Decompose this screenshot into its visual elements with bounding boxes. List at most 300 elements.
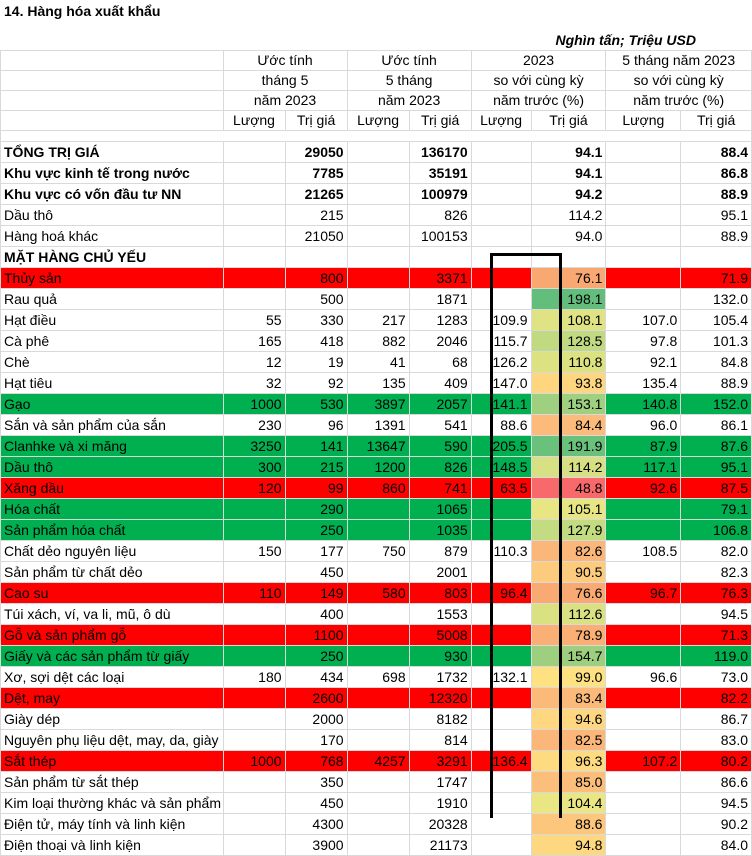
table-cell: 82.6 [531,541,606,562]
table-cell: 79.1 [681,499,752,520]
table-cell: 879 [409,541,471,562]
table-cell: 5008 [409,625,471,646]
table-cell: 180 [223,667,285,688]
table-cell: 152.0 [681,394,752,415]
empty-cell [471,247,531,268]
subheader-value: Trị giá [285,111,347,131]
table-row [1,289,752,310]
subheader-value: Trị giá [409,111,471,131]
table-row [1,541,752,562]
header-group2-line2: 5 tháng [347,71,471,91]
table-cell [606,184,681,205]
table-cell [606,520,681,541]
table-cell [347,226,409,247]
table-cell: 104.4 [531,793,606,814]
table-cell: 88.9 [681,373,752,394]
table-cell: 930 [409,646,471,667]
table-cell: 1553 [409,604,471,625]
table-cell: 768 [285,751,347,772]
subheader-value: Trị giá [681,111,752,131]
header-group4-line2: so với cùng kỳ [606,71,752,91]
table-cell: 450 [285,793,347,814]
table-cell: 215 [285,457,347,478]
table-cell: 105.1 [531,499,606,520]
table-cell [471,625,531,646]
table-cell: 110.3 [471,541,531,562]
table-cell: 94.1 [531,163,606,184]
table-cell [223,793,285,814]
table-cell: 95.1 [681,457,752,478]
header-row-3 [1,91,752,111]
table-cell [347,142,409,163]
table-cell [347,730,409,751]
table-cell [606,163,681,184]
table-cell: 21265 [285,184,347,205]
table-cell: 1200 [347,457,409,478]
table-cell [223,625,285,646]
table-cell: 132.1 [471,667,531,688]
table-cell: 120 [223,478,285,499]
table-cell [347,625,409,646]
table-row [1,478,752,499]
table-row [1,646,752,667]
row-name: Xăng dầu [1,478,224,499]
table-cell [471,730,531,751]
table-cell: 127.9 [531,520,606,541]
table-cell: 450 [285,562,347,583]
table-cell: 177 [285,541,347,562]
table-row [1,415,752,436]
table-cell: 135 [347,373,409,394]
table-cell: 580 [347,583,409,604]
table-cell: 92.1 [606,352,681,373]
table-cell: 93.8 [531,373,606,394]
table-cell: 230 [223,415,285,436]
table-row [1,835,752,856]
table-cell: 250 [285,646,347,667]
table-cell [471,499,531,520]
header-group4-line1: 5 tháng năm 2023 [606,51,752,71]
table-cell: 7785 [285,163,347,184]
table-cell [223,268,285,289]
table-cell: 126.2 [471,352,531,373]
table-cell: 95.1 [681,205,752,226]
table-cell [606,835,681,856]
table-cell: 409 [409,373,471,394]
table-row [1,520,752,541]
table-cell: 90.2 [681,814,752,835]
empty-cell [285,247,347,268]
table-cell: 96.4 [471,583,531,604]
table-cell: 1065 [409,499,471,520]
table-cell [471,184,531,205]
table-cell [471,772,531,793]
table-cell [347,835,409,856]
empty-cell [606,247,681,268]
header-group3-line3: năm trước (%) [471,91,606,111]
table-cell: 96 [285,415,347,436]
table-cell: 109.9 [471,310,531,331]
table-cell: 19 [285,352,347,373]
table-cell: 149 [285,583,347,604]
table-cell: 3291 [409,751,471,772]
table-cell: 541 [409,415,471,436]
header-row-2 [1,71,752,91]
table-cell: 500 [285,289,347,310]
table-cell: 2001 [409,562,471,583]
table-cell [223,562,285,583]
table-cell: 94.2 [531,184,606,205]
table-cell: 1391 [347,415,409,436]
table-cell [606,604,681,625]
table-cell: 117.1 [606,457,681,478]
table-row [1,814,752,835]
table-cell [223,226,285,247]
table-cell [471,562,531,583]
table-cell: 434 [285,667,347,688]
table-cell: 140.8 [606,394,681,415]
table-cell: 96.3 [531,751,606,772]
table-cell: 814 [409,730,471,751]
table-cell [347,814,409,835]
table-cell: 94.5 [681,793,752,814]
table-cell: 132.0 [681,289,752,310]
table-cell [606,499,681,520]
table-cell: 115.7 [471,331,531,352]
table-cell: 1871 [409,289,471,310]
table-cell: 741 [409,478,471,499]
header-group1-line3: năm 2023 [223,91,347,111]
row-name: Nguyên phụ liệu dệt, may, da, giày [1,730,224,751]
spacer-row [1,131,752,142]
table-cell: 41 [347,352,409,373]
header-row-1 [1,51,752,71]
table-cell: 150 [223,541,285,562]
table-cell [606,730,681,751]
table-cell [471,520,531,541]
table-cell: 4300 [285,814,347,835]
table-cell: 88.9 [681,184,752,205]
table-cell: 68 [409,352,471,373]
table-cell: 1910 [409,793,471,814]
table-cell: 400 [285,604,347,625]
table-cell: 82.2 [681,688,752,709]
table-cell: 418 [285,331,347,352]
row-name: Chè [1,352,224,373]
table-cell [471,688,531,709]
table-cell: 3250 [223,436,285,457]
table-cell: 128.5 [531,331,606,352]
table-cell: 86.6 [681,772,752,793]
row-name: Dệt, may [1,688,224,709]
row-name: Chất dẻo nguyên liệu [1,541,224,562]
table-cell: 165 [223,331,285,352]
table-cell: 110.8 [531,352,606,373]
row-name: Giày dép [1,709,224,730]
table-cell: 88.6 [531,814,606,835]
table-cell: 108.5 [606,541,681,562]
header-group2-line1: Ước tính [347,51,471,71]
table-cell [347,688,409,709]
table-cell: 88.6 [471,415,531,436]
table-cell: 108.1 [531,310,606,331]
table-cell [223,142,285,163]
row-name: Hạt điều [1,310,224,331]
table-cell: 12320 [409,688,471,709]
table-cell [347,562,409,583]
table-cell [471,268,531,289]
table-cell [223,184,285,205]
table-cell: 2000 [285,709,347,730]
row-name: Rau quả [1,289,224,310]
row-name: Túi xách, ví, va li, mũ, ô dù [1,604,224,625]
table-cell: 21050 [285,226,347,247]
table-cell [347,499,409,520]
row-name: Gỗ và sản phẩm gỗ [1,625,224,646]
table-cell: 86.7 [681,709,752,730]
table-row [1,331,752,352]
table-cell: 76.6 [531,583,606,604]
table-cell [606,709,681,730]
table-cell: 107.0 [606,310,681,331]
header-group3-line1: 2023 [471,51,606,71]
table-cell [606,562,681,583]
table-cell: 154.7 [531,646,606,667]
table-cell [347,163,409,184]
export-goods-table [0,50,752,856]
table-cell: 191.9 [531,436,606,457]
table-cell: 2600 [285,688,347,709]
table-cell: 1100 [285,625,347,646]
table-cell: 90.5 [531,562,606,583]
table-cell [471,226,531,247]
table-cell [223,163,285,184]
table-cell: 114.2 [531,457,606,478]
table-row [1,562,752,583]
table-cell: 110 [223,583,285,604]
table-cell [223,646,285,667]
table-cell: 136.4 [471,751,531,772]
table-cell [347,709,409,730]
table-cell: 860 [347,478,409,499]
header-group1-line1: Ước tính [223,51,347,71]
table-cell: 590 [409,436,471,457]
table-cell: 1000 [223,751,285,772]
header-group3-line2: so với cùng kỳ [471,71,606,91]
table-cell [223,289,285,310]
table-cell: 170 [285,730,347,751]
row-name: Clanhke và xi măng [1,436,224,457]
table-cell: 84.4 [531,415,606,436]
table-row [1,499,752,520]
table-cell [471,646,531,667]
table-cell: 82.0 [681,541,752,562]
table-cell: 107.2 [606,751,681,772]
section-label: MẶT HÀNG CHỦ YẾU [1,247,224,268]
table-cell [606,268,681,289]
table-row [1,226,752,247]
empty-cell [223,247,285,268]
table-row [1,604,752,625]
table-cell [471,814,531,835]
table-cell [347,205,409,226]
row-name: Cao su [1,583,224,604]
table-cell: 250 [285,520,347,541]
table-cell: 63.5 [471,478,531,499]
table-cell [606,793,681,814]
table-cell: 105.4 [681,310,752,331]
table-row [1,142,752,163]
table-cell: 3897 [347,394,409,415]
table-cell: 94.0 [531,226,606,247]
table-cell: 21173 [409,835,471,856]
subheader-qty: Lượng [471,111,531,131]
table-cell [223,730,285,751]
table-cell: 826 [409,457,471,478]
table-cell [347,604,409,625]
table-cell: 87.6 [681,436,752,457]
table-cell: 87.5 [681,478,752,499]
table-cell [223,604,285,625]
table-cell: 94.8 [531,835,606,856]
header-group1-line2: tháng 5 [223,71,347,91]
table-cell [471,793,531,814]
table-cell: 76.3 [681,583,752,604]
table-cell: 32 [223,373,285,394]
header-group2-line3: năm 2023 [347,91,471,111]
table-cell: 205.5 [471,436,531,457]
table-cell: 141.1 [471,394,531,415]
table-row [1,268,752,289]
header-row-sub [1,111,752,131]
table-cell: 13647 [347,436,409,457]
row-name: Sản phẩm hóa chất [1,520,224,541]
table-cell: 96.7 [606,583,681,604]
table-cell: 1000 [223,394,285,415]
table-cell: 29050 [285,142,347,163]
subheader-qty: Lượng [347,111,409,131]
table-cell: 800 [285,268,347,289]
row-name: Dầu thô [1,205,224,226]
table-cell [606,226,681,247]
table-cell: 86.8 [681,163,752,184]
table-row [1,772,752,793]
table-cell: 350 [285,772,347,793]
table-row [1,457,752,478]
subheader-value: Trị giá [531,111,606,131]
table-cell [223,772,285,793]
table-cell: 78.9 [531,625,606,646]
table-cell: 217 [347,310,409,331]
table-row [1,751,752,772]
table-cell [471,604,531,625]
table-cell: 96.0 [606,415,681,436]
table-cell [606,646,681,667]
section-row [1,247,752,268]
table-cell: 88.9 [681,226,752,247]
table-cell: 86.1 [681,415,752,436]
table-row [1,394,752,415]
table-cell [606,688,681,709]
table-cell: 106.8 [681,520,752,541]
header-group4-line3: năm trước (%) [606,91,752,111]
table-cell: 882 [347,331,409,352]
table-row [1,352,752,373]
table-cell: 803 [409,583,471,604]
table-row [1,436,752,457]
table-cell: 84.8 [681,352,752,373]
table-cell: 114.2 [531,205,606,226]
table-cell: 750 [347,541,409,562]
table-cell: 96.6 [606,667,681,688]
table-cell: 35191 [409,163,471,184]
table-cell: 82.5 [531,730,606,751]
unit-label: Nghìn tấn; Triệu USD [555,32,696,48]
table-cell [223,499,285,520]
table-cell: 290 [285,499,347,520]
table-row [1,709,752,730]
table-cell: 83.0 [681,730,752,751]
table-cell: 119.0 [681,646,752,667]
table-cell: 141 [285,436,347,457]
table-row [1,373,752,394]
table-cell: 112.6 [531,604,606,625]
table-cell: 2057 [409,394,471,415]
table-cell [347,268,409,289]
row-name: Gạo [1,394,224,415]
row-name: Hạt tiêu [1,373,224,394]
table-cell [347,646,409,667]
row-name: Sản phẩm từ chất dẻo [1,562,224,583]
table-cell: 1283 [409,310,471,331]
table-cell: 148.5 [471,457,531,478]
table-cell [223,688,285,709]
table-cell: 94.1 [531,142,606,163]
table-cell [606,772,681,793]
row-name: Sắn và sản phẩm của sắn [1,415,224,436]
table-cell [606,289,681,310]
table-cell: 330 [285,310,347,331]
table-cell [471,163,531,184]
table-cell [606,142,681,163]
table-cell: 82.3 [681,562,752,583]
table-cell [471,289,531,310]
row-name: Sản phẩm từ sắt thép [1,772,224,793]
table-cell: 8182 [409,709,471,730]
table-cell [471,835,531,856]
subheader-qty: Lượng [223,111,285,131]
table-cell: 1747 [409,772,471,793]
table-cell: 20328 [409,814,471,835]
table-cell [606,625,681,646]
row-name: Cà phê [1,331,224,352]
row-name: Thủy sản [1,268,224,289]
table-cell: 215 [285,205,347,226]
row-name: Giấy và các sản phẩm từ giấy [1,646,224,667]
table-cell: 87.9 [606,436,681,457]
row-name: Hàng hoá khác [1,226,224,247]
table-row [1,793,752,814]
table-cell [223,835,285,856]
table-cell: 101.3 [681,331,752,352]
row-name: Khu vực có vốn đầu tư NN [1,184,224,205]
table-cell: 94.6 [531,709,606,730]
table-row [1,583,752,604]
table-cell: 153.1 [531,394,606,415]
table-cell [606,814,681,835]
table-cell: 198.1 [531,289,606,310]
table-row [1,730,752,751]
